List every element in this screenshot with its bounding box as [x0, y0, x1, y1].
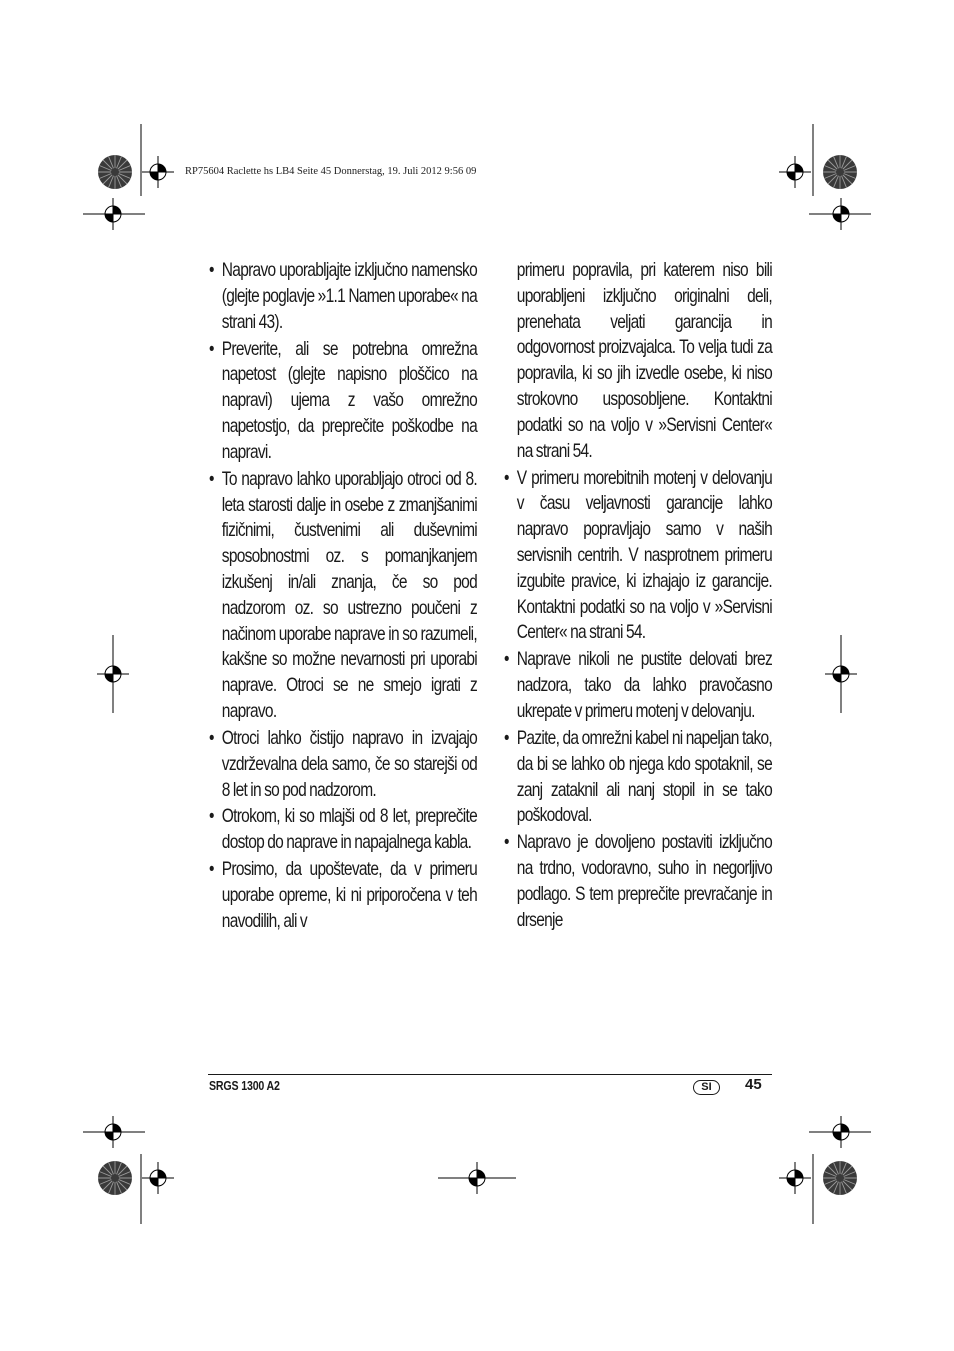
list-item-text: Naprave nikoli ne pustite delovati brez nadzora, tako da lahko pravočasno ukrepate v primeru motenj v delovanju. — [516, 648, 772, 722]
bullet-marker: • — [209, 259, 214, 281]
bullet-marker: • — [504, 726, 509, 749]
list-item-text: Napravo uporabljajte izključno namensko (glejte poglavje »1.1 Namen uporabe« na strani 43). — [221, 259, 477, 333]
registration-mark-icon — [779, 156, 811, 188]
color-wheel-icon — [98, 155, 132, 189]
list-item-text: Napravo je dovoljeno postaviti izključno na trdno, vodoravno, suho in negorljivo podlago. S tem preprečite prevračanje in drsenje — [516, 831, 772, 931]
list-item-text: To napravo lahko uporabljajo otroci od 8. leta starosti dalje in osebe z zmanjšanimi fizičnimi, čustvenimi ali duševnimi sposobnostmi oz. s pomanjkanjem izkušenj in/ali znanja, če so pod nadzorom oz. so ustrezno poučeni z načinom uporabe naprave in so razumeli, kakšne so možne nevarnosti pri uporabi naprave. Otroci se ne smejo igrati z napravo. — [221, 467, 477, 722]
registration-mark-icon — [142, 1162, 174, 1194]
registration-mark-icon — [779, 1162, 811, 1194]
bullet-marker: • — [209, 467, 214, 490]
print-slug-line: RP75604 Raclette hs LB4 Seite 45 Donnerstag, 19. Juli 2012 9:56 09 — [185, 166, 477, 177]
list-item — [504, 647, 772, 724]
list-item-text: Prosimo, da upoštevate, da v primeru uporabe opreme, ki ni priporočena v teh navodilih, ali v — [221, 858, 477, 932]
list-item — [504, 726, 772, 829]
color-wheel-icon — [823, 155, 857, 189]
model-number: SRGS 1300 A2 — [209, 1079, 280, 1093]
bullet-marker: • — [209, 337, 214, 360]
list-item-text: Otrokom, ki so mlajši od 8 let, preprečite dostop do naprave in napajalnega kabla. — [221, 805, 477, 854]
page-number: 45 — [745, 1076, 762, 1093]
list-item — [504, 830, 772, 933]
bullet-marker: • — [209, 805, 214, 828]
bullet-marker: • — [504, 831, 509, 854]
footer-divider — [208, 1074, 772, 1075]
list-item-text: Otroci lahko čistijo napravo in izvajajo vzdrževalna dela samo, če so starejši od 8 let in so pod nadzorom. — [221, 726, 477, 801]
list-item-text: Pazite, da omrežni kabel ni napeljan tako, da bi se lahko ob njega kdo spotaknil, se zanj zataknil ali nanj stopil in se tako poškodoval. — [516, 726, 772, 827]
list-item — [209, 857, 477, 934]
list-item — [209, 467, 477, 725]
list-item — [504, 466, 772, 647]
right-text-column — [504, 258, 772, 935]
left-text-column — [209, 258, 477, 936]
bullet-marker: • — [209, 858, 214, 881]
registration-mark-icon — [142, 156, 174, 188]
list-item-text: Preverite, ali se potrebna omrežna napetost (glejte napisno ploščico na napravi) ujema z vašo omrežno napetostjo, da preprečite poškodbe na napravi. — [221, 337, 477, 463]
list-item — [209, 726, 477, 803]
list-item — [209, 258, 477, 335]
list-item — [209, 337, 477, 466]
bullet-marker: • — [209, 726, 214, 749]
list-item-text: V primeru morebitnih motenj v delovanju v času veljavnosti garancije lahko napravo popravljajo samo v naših servisnih centrih. V nasprotnem primeru izgubite pravice, ki izhajajo iz garancije. Kontaktni podatki so na voljo v »Servisni Center« na strani 54. — [516, 466, 772, 644]
bullet-marker: • — [504, 466, 509, 489]
color-wheel-icon — [823, 1161, 857, 1195]
color-wheel-icon — [98, 1161, 132, 1195]
continued-paragraph: primeru popravila, pri katerem niso bili uporabljeni izključno originalni deli, prenehata veljati garancija in odgovornost proizvajalca. To velja tudi za popravila, ki so jih izvedle osebe, ki niso strokovno usposobljene. Kontaktni podatki so na voljo v »Servisni Center« na strani 54. — [516, 259, 772, 462]
list-item — [209, 804, 477, 856]
bullet-marker: • — [504, 648, 509, 671]
country-code-badge: SI — [693, 1080, 720, 1095]
